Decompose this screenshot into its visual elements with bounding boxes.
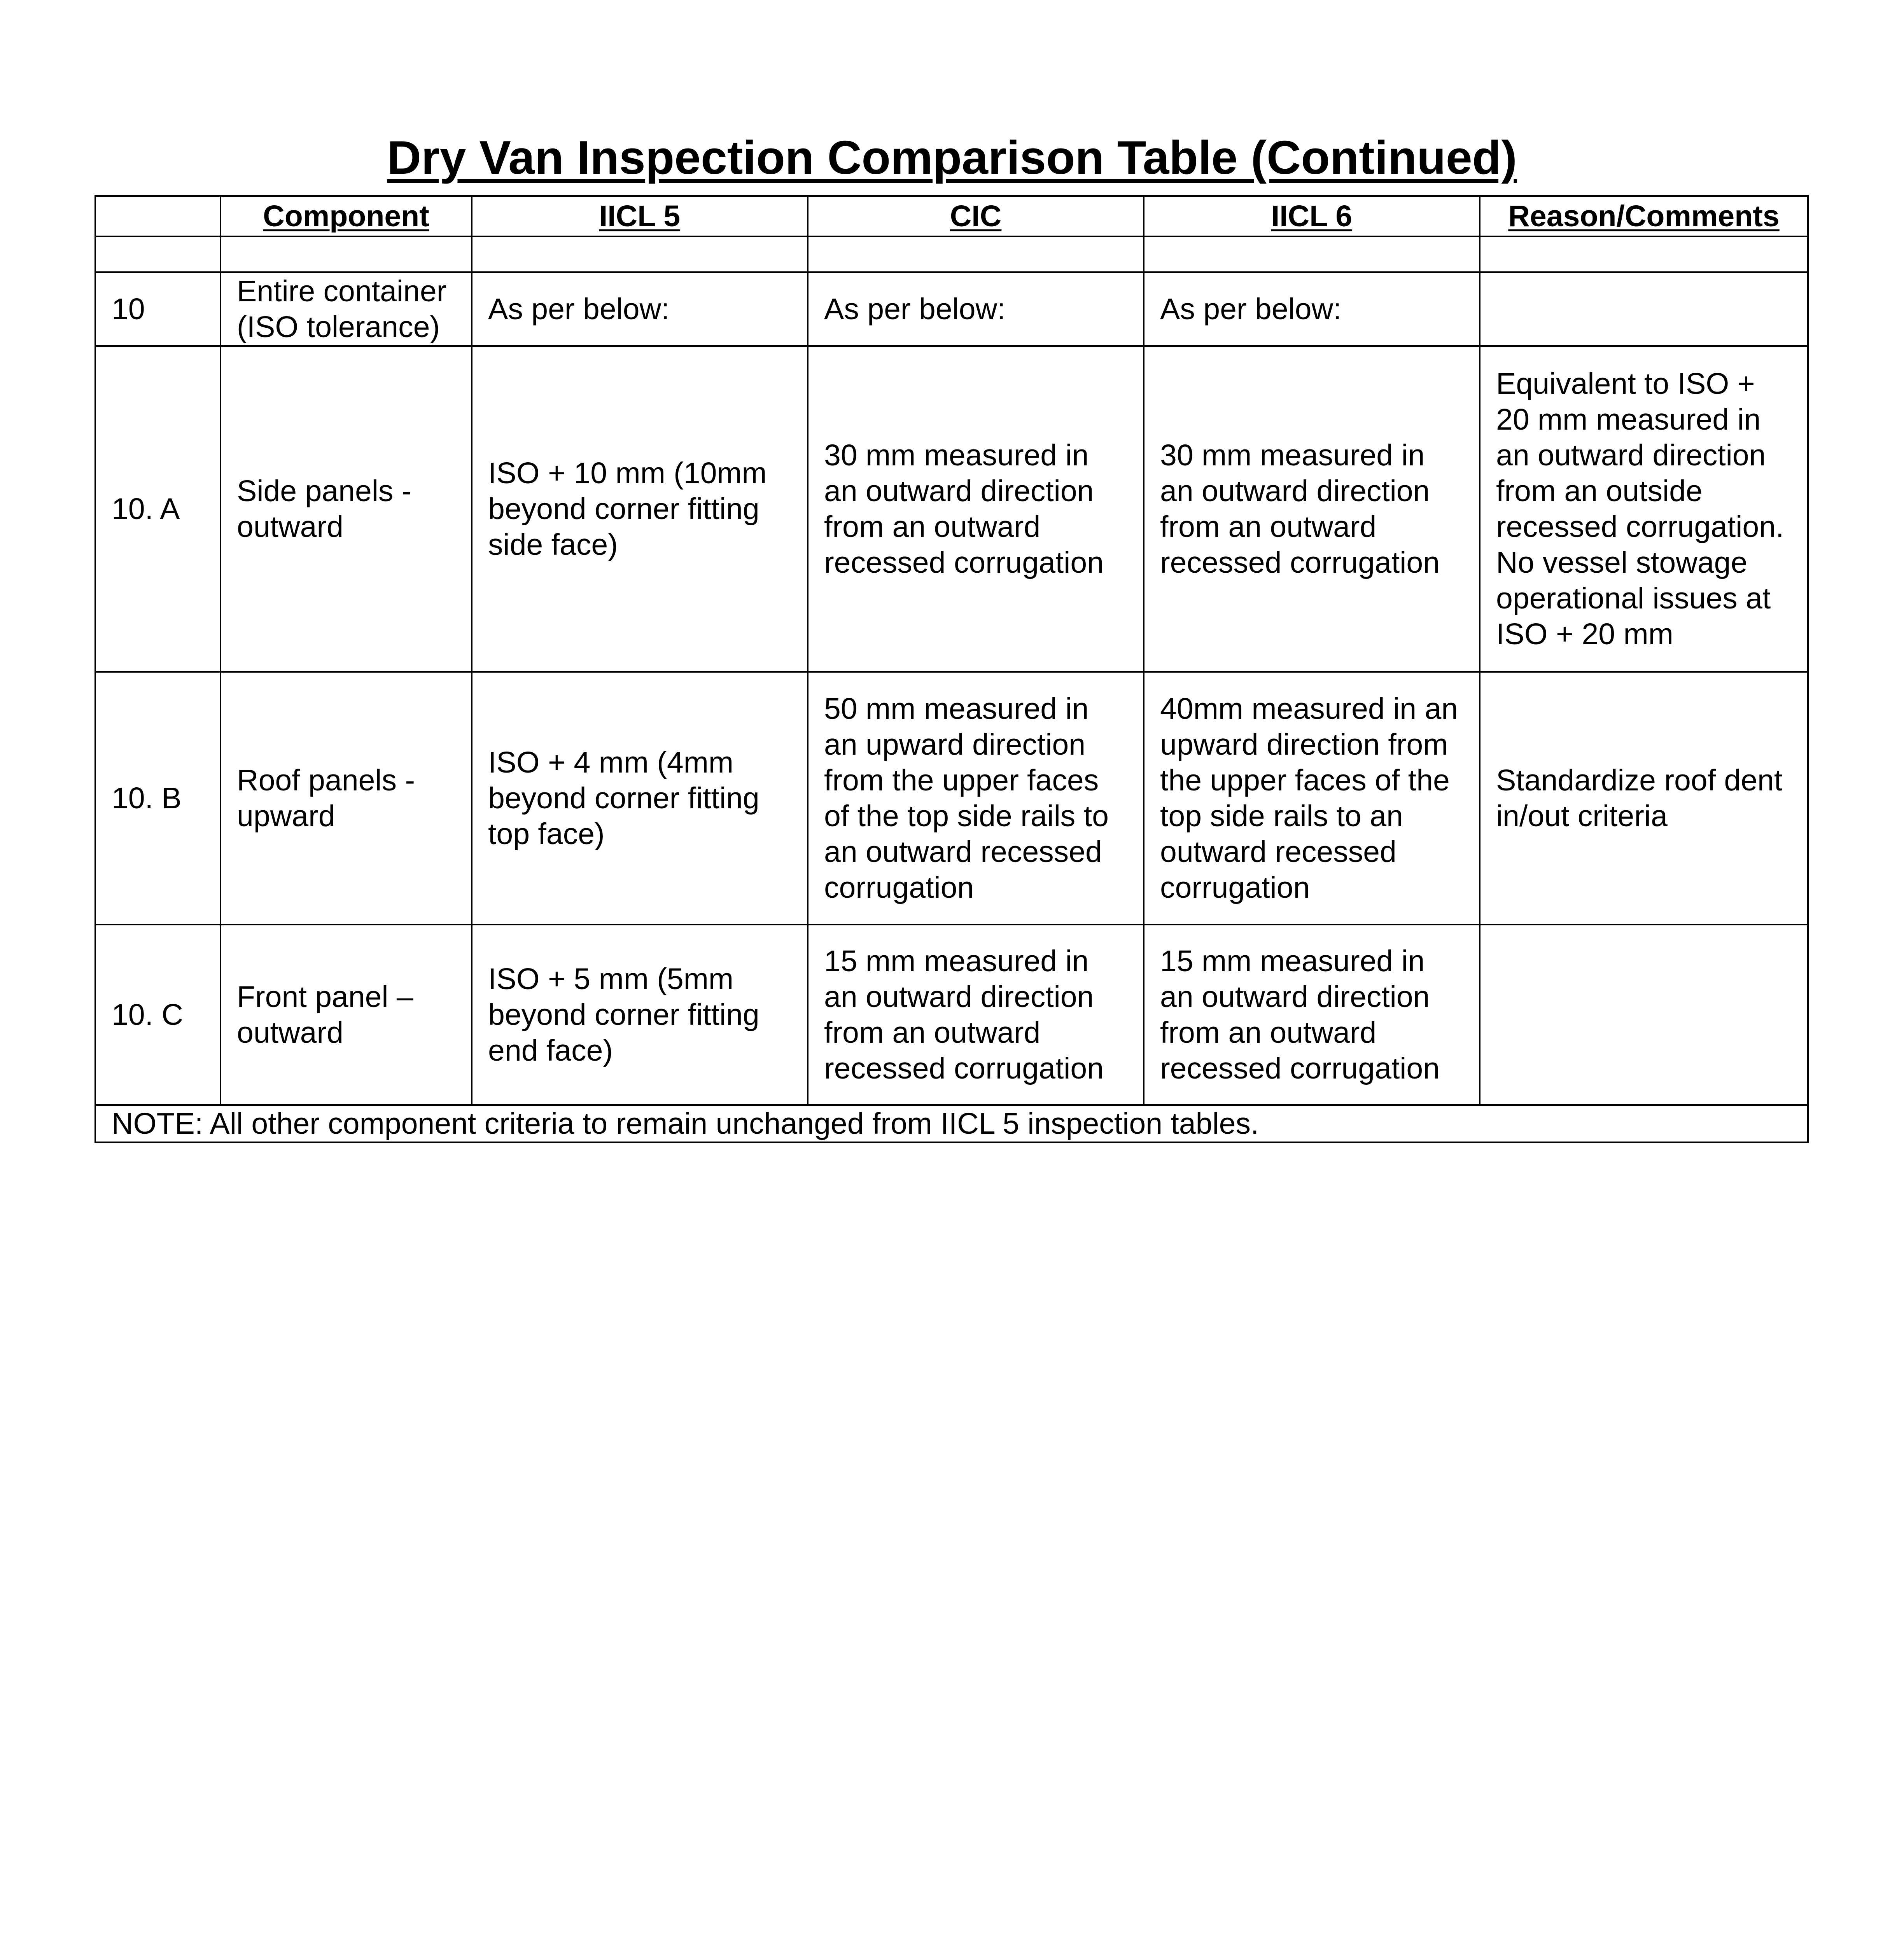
row-number: 10 (95, 272, 220, 346)
table-row (95, 272, 1808, 346)
blank-cell (808, 236, 1144, 272)
header-reason: Reason/Comments (1480, 196, 1808, 236)
iicl5-cell: As per below: (472, 272, 808, 346)
cic-cell: 50 mm measured in an upward direction from the upper faces of the top side rails to an outward recessed corrugation (808, 672, 1144, 925)
cic-cell: 30 mm measured in an outward direction from an outward recessed corrugation (808, 346, 1144, 672)
header-iicl5: IICL 5 (472, 196, 808, 236)
note-text: NOTE: All other component criteria to remain unchanged from IICL 5 inspection tables. (95, 1105, 1808, 1142)
component-cell: Roof panels - upward (220, 672, 472, 925)
blank-cell (1144, 236, 1480, 272)
note-row (95, 1105, 1808, 1142)
reason-cell (1480, 925, 1808, 1105)
comparison-table (94, 195, 1809, 1143)
blank-cell (220, 236, 472, 272)
header-number (95, 196, 220, 236)
header-row (95, 196, 1808, 236)
row-number: 10. A (95, 346, 220, 672)
header-cic: CIC (808, 196, 1144, 236)
page-title: Dry Van Inspection Comparison Table (Continued) (387, 131, 1517, 184)
iicl6-cell: As per below: (1144, 272, 1480, 346)
row-number: 10. B (95, 672, 220, 925)
header-iicl6: IICL 6 (1144, 196, 1480, 236)
blank-cell (472, 236, 808, 272)
reason-cell: Standardize roof dent in/out criteria (1480, 672, 1808, 925)
iicl5-cell: ISO + 10 mm (10mm beyond corner fitting side face) (472, 346, 808, 672)
component-cell: Front panel – outward (220, 925, 472, 1105)
table-row (95, 346, 1808, 672)
reason-cell: Equivalent to ISO + 20 mm measured in an outward direction from an outside recessed corrugation. No vessel stowage operational issues at ISO + 20 mm (1480, 346, 1808, 672)
blank-cell (95, 236, 220, 272)
blank-cell (1480, 236, 1808, 272)
iicl5-cell: ISO + 5 mm (5mm beyond corner fitting end face) (472, 925, 808, 1105)
blank-row (95, 236, 1808, 272)
iicl6-cell: 40mm measured in an upward direction from the upper faces of the top side rails to an outward recessed corrugation (1144, 672, 1480, 925)
component-cell: Side panels - outward (220, 346, 472, 672)
table-row (95, 672, 1808, 925)
component-cell: Entire container (ISO tolerance) (220, 272, 472, 346)
row-number: 10. C (95, 925, 220, 1105)
table-row (95, 925, 1808, 1105)
cic-cell: As per below: (808, 272, 1144, 346)
cic-cell: 15 mm measured in an outward direction from an outward recessed corrugation (808, 925, 1144, 1105)
reason-cell (1480, 272, 1808, 346)
iicl6-cell: 15 mm measured in an outward direction from an outward recessed corrugation (1144, 925, 1480, 1105)
iicl5-cell: ISO + 4 mm (4mm beyond corner fitting top face) (472, 672, 808, 925)
header-component: Component (220, 196, 472, 236)
iicl6-cell: 30 mm measured in an outward direction from an outward recessed corrugation (1144, 346, 1480, 672)
